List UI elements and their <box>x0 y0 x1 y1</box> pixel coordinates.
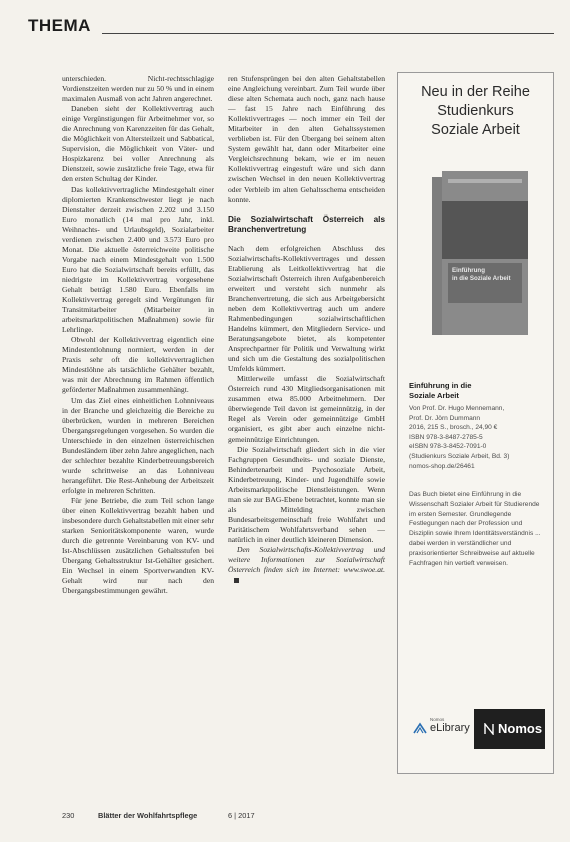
book-eisbn: eISBN 978-3-8452-7091-0 <box>409 443 487 451</box>
paragraph: Obwohl der Kollektivvertrag eigentlich eine Mindestentlohnung normiert, werden in der Praxis sehr oft die kollektivvertraglichen Mindestlöhne als tatsächliche Gehälter bezahlt, was mit der Abrechnung im Rahmen öffentlich geförderter Maßnahmen zusammenhängt. <box>62 335 214 395</box>
page-number: 230 <box>62 811 75 820</box>
article-column-1 <box>62 74 214 596</box>
book-title <box>409 381 545 401</box>
book-title-line: Einführung in die <box>409 381 472 390</box>
ad-headline-line: Soziale Arbeit <box>431 122 520 138</box>
closing-note-text: Den Sozialwirtschafts-Kollektivvertrag und weitere Informationen zur Sozialwirtschaft Österreich finden sich im Internet: www.swoe.at. <box>228 545 385 575</box>
book-description: Das Buch bietet eine Einführung in die Wissenschaft Sozialer Arbeit für Studierende im ersten Semester. Grundlegende Festlegungen nach der Profession und Disziplin sowie Ihrem Identitätsverständnis ... dabei werden in verständlicher und praxisorientierter Schreibweise auf aktuelle Fachfragen hin vertieft verweisen. <box>409 491 541 567</box>
paragraph: unterschieden. Nicht-rechtsschlagige Vordienstzeiten werden nur zu 50 % und in einem maximalen Ausmaß von acht Jahren angerechnet. <box>62 74 214 104</box>
issue-number: 6 | 2017 <box>228 811 255 820</box>
book-advertisement <box>397 72 554 774</box>
book-isbn: ISBN 978-3-8487-2785-5 <box>409 433 483 441</box>
section-title: THEMA <box>28 16 91 35</box>
paragraph: Nach dem erfolgreichen Abschluss des Sozialwirtschafts-Kollektivvertrages und dessen Etablierung als Leitkollektivvertrag hat die Sozialwirtschaft Österreich ihren Aufgabenbereich erweitert und versteht sich nunmehr als Branchenvertretung, die sich aus Arbeitgebersicht neben dem Kollektivvertrag auch um andere Rahmenbedingungen sozialwirtschaftlichen Handelns kümmert, den Mitgliedern Service- und Beratungsangebote bietet, als kompetenter Ansprechpartner für Politik und Verwaltung wirkt und sich um die Gestaltung des sozialpolitischen Umfelds kümmert. <box>228 243 385 374</box>
book-photo-band <box>442 201 528 259</box>
ad-headline-line: Studienkurs <box>437 103 514 119</box>
shop-link[interactable]: nomos-shop.de/26461 <box>409 462 475 470</box>
book-authors: Von Prof. Dr. Hugo Mennemann, <box>409 405 505 412</box>
section-header <box>28 16 554 38</box>
paragraph: Daneben sieht der Kollektivvertrag auch einige Vergünstigungen für Arbeitnehmer vor, so die Anrechnung von Karenzzeiten für das Gehalt, die Möglichkeit von Altersteilzeit und Sabbatical, Supervision, die Möglichkeit von Väter- und Hospizkarenz bei voller Anrechnung als Dienstzeit, sowie zusätzliche freie Tage, etwa für den ersten Schultag der Kinder. <box>62 104 214 184</box>
ad-headline <box>398 83 553 140</box>
elibrary-icon <box>412 721 428 737</box>
paragraph: ren Stufensprüngen bei den alten Gehaltstabellen eine Angleichung vereinbart. Zum Teil wurde über diese alten Schemata auch noch, ganz nach hause — fast 15 Jahre nach Einführung des Kollektivvertrages — noch immer ein Teil der Mitarbeiter in den alten Gehaltssystemen verblieben ist. Für den Übergang bei seinem alten System gewählt hat, dann oder Mitarbeiter eine Vergleichsrechnung bekam, wie er im neuen Kollektivvertrag eingestuft wäre und sich dann zwischen Wechsel in den neuen Kollektivvertrag oder Verbleib im alten Gehaltsschema entscheiden konnte. <box>228 74 385 204</box>
elibrary-small-label: Nomos <box>430 717 445 722</box>
paragraph: Die Sozialwirtschaft gliedert sich in die vier Fachgruppen Gesundheits- und soziale Dienste, Behindertenarbeit und Psychosoziale Arbeit, Kinderbetreuung, Kinder- und Jugendhilfe sowie Arbeitsmarktpolitische Dienstleistungen. Wenn man sie zur BAG-Ebene betrachtet, konnte man sie als Mittelding zwischen Bundesarbeitsgemeinschaft freie Wohlfahrt und Paritätischem Wohlfahrtsverband sehen — natürlich in einer deutlich kleineren Dimension. <box>228 444 385 544</box>
cover-title-line: Einführung <box>452 267 485 274</box>
book-spine <box>432 177 442 335</box>
paragraph: Mittlerweile umfasst die Sozialwirtschaft Österreich rund 430 Mitgliedsorganisationen mit zusammen etwa 85.000 Arbeitnehmern. Der überwiegende Teil davon ist gemeinnützig, in der Regel als Verein oder gemeinnützige GmbH organisiert, es gibt aber auch einzelne nicht-gemeinnützige Einrichtungen. <box>228 374 385 444</box>
book-cover-image <box>432 171 528 335</box>
cover-title-line: in die Soziale Arbeit <box>452 275 511 282</box>
section-heading: Die Sozialwirtschaft Österreich als Branchenvertretung <box>228 214 385 235</box>
book-series: (Studienkurs Soziale Arbeit, Bd. 3) <box>409 452 510 460</box>
book-cover <box>442 171 528 335</box>
nomos-label: Nomos <box>498 721 543 736</box>
book-title-line: Soziale Arbeit <box>409 391 459 400</box>
book-authors: Prof. Dr. Jörn Dummann <box>409 414 481 422</box>
elibrary-label: eLibrary <box>430 722 470 734</box>
book-metadata <box>409 404 545 471</box>
journal-name: Blätter der Wohlfahrtspflege <box>98 811 198 820</box>
ad-headline-line: Neu in der Reihe <box>421 84 530 100</box>
article-column-2 <box>228 74 385 585</box>
paragraph: Das kollektivvertragliche Mindestgehalt einer diplomierten Krankenschwester liegt je nach Dienstalter derzeit zwischen 2.202 und 3.150 Euro monatlich (14 mal pro Jahr, inkl. Weihnachts- und Urlaubsgeld), Sozialarbeiter verdienen zwischen 2.400 und 3.573 Euro pro Monat. Die aktuelle österreichweite politische Vorgabe nach einem Mindestgehalt von 1.500 Euro hat die Sozialwirtschaft bereits erfüllt, das niedrigste im Kollektivvertrag vorgesehene Gehalt beträgt 1.580 Euro. Ebenfalls im Kollektivvertrag geregelt sind Vergütungen für Transitmitarbeiter (Mitarbeiter in arbeitsmarktpolitischen Maßnahmen) sowie für Lehrlinge. <box>62 184 214 335</box>
nomos-mark-icon <box>484 723 494 735</box>
header-rule <box>102 33 554 34</box>
nomos-logo <box>474 709 545 749</box>
paragraph: Um das Ziel eines einheitlichen Lohnniveaus in der Branche und gleichzeitig die Bereiche zu überbrücken, wurden in mehreren Bereichen Übergangsregelungen vorgesehen. So wurden die Unterschiede in den einzelnen österreichischen Bundesländern über zehn Jahre angeglichen, nach der schlechter bezahlte Kinderbetreuungsbereich wurde schrittweise an das Lohnniveau herangeführt. Die Rest-Anhebung der Arbeitszeit erfolgte in mehreren Schritten. <box>62 395 214 495</box>
closing-note <box>228 545 385 585</box>
paragraph: Für jene Betriebe, die zum Teil schon lange über einen Kollektivvertrag bezahlt haben und insbesondere durch Gehaltstabellen mit einer sehr starken Senioritätskomponente waren, wurde durch die getrennte Vereinbarung von KV- und Ist-Abschlüssen zusätzlichen Gehaltsstufen bei Übergang Gehaltsstruktur Ist-Gehälter gesichert. Ein Wechsel in einem Sportverwandten KV-Gehalt wird nur nach den Übergangsbestimmungen gewährt. <box>62 495 214 596</box>
book-publication-info: 2016, 215 S., brosch., 24,90 € <box>409 424 498 432</box>
elibrary-logo <box>412 713 468 743</box>
end-mark-icon <box>234 578 239 583</box>
book-series-strip <box>448 179 522 183</box>
book-cover-title <box>452 267 522 283</box>
